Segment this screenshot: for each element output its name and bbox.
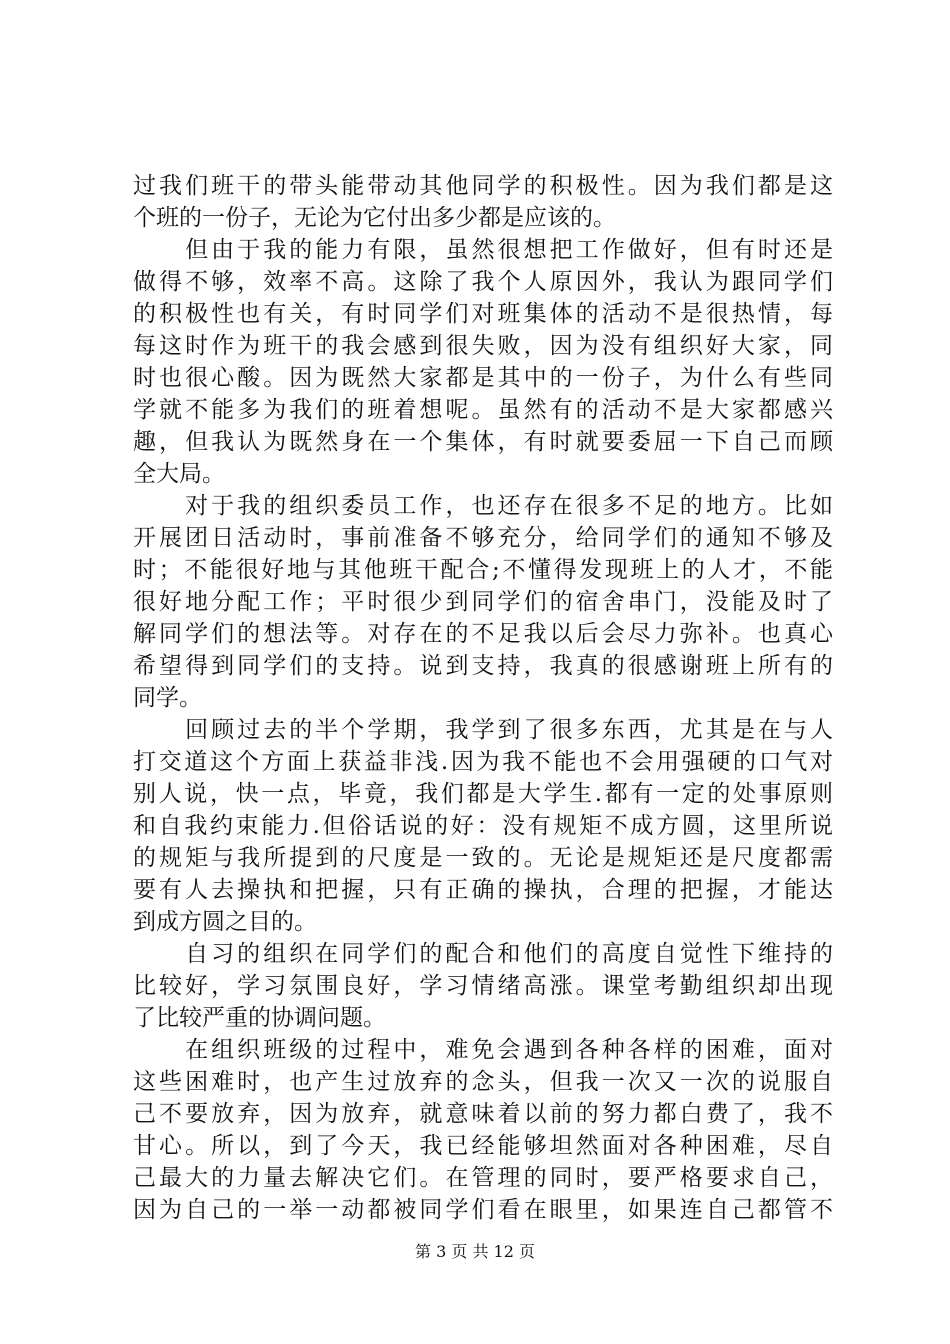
text-line: 因为自己的一举一动都被同学们看在眼里，如果连自己都管不 (133, 1197, 833, 1223)
text-line: 很好地分配工作；平时很少到同学们的宿舍串门，没能及时了 (133, 589, 833, 615)
text-line: 但由于我的能力有限，虽然很想把工作做好，但有时还是 (133, 237, 833, 263)
text-line: 比较好，学习氛围良好，学习情绪高涨。课堂考勤组织却出现 (133, 973, 833, 999)
text-line: 个班的一份子，无论为它付出多少都是应该的。 (133, 205, 616, 231)
text-line: 了比较严重的协调问题。 (133, 1005, 386, 1031)
text-line: 打交道这个方面上获益非浅.因为我不能也不会用强硬的口气对 (133, 749, 833, 775)
text-line: 到成方圆之目的。 (133, 909, 317, 935)
text-line: 己最大的力量去解决它们。在管理的同时，要严格要求自己， (133, 1165, 833, 1191)
text-line: 这些困难时，也产生过放弃的念头，但我一次又一次的说服自 (133, 1069, 833, 1095)
text-line: 希望得到同学们的支持。说到支持，我真的很感谢班上所有的 (133, 653, 833, 679)
text-line: 时；不能很好地与其他班干配合;不懂得发现班上的人才，不能 (133, 557, 833, 583)
text-line: 别人说，快一点，毕竟，我们都是大学生.都有一定的处事原则 (133, 781, 833, 807)
text-line: 开展团日活动时，事前准备不够充分，给同学们的通知不够及 (133, 525, 833, 551)
text-line: 的积极性也有关，有时同学们对班集体的活动不是很热情，每 (133, 301, 833, 327)
page-footer: 第 3 页 共 12 页 (415, 1242, 535, 1261)
text-line: 每这时作为班干的我会感到很失败，因为没有组织好大家，同 (133, 333, 833, 359)
text-line: 过我们班干的带头能带动其他同学的积极性。因为我们都是这 (133, 173, 833, 199)
text-line: 同学。 (133, 685, 202, 711)
text-line: 回顾过去的半个学期，我学到了很多东西，尤其是在与人 (133, 717, 833, 743)
text-line: 学就不能多为我们的班着想呢。虽然有的活动不是大家都感兴 (133, 397, 833, 423)
text-line: 解同学们的想法等。对存在的不足我以后会尽力弥补。也真心 (133, 621, 833, 647)
text-line: 要有人去操执和把握，只有正确的操执，合理的把握，才能达 (133, 877, 833, 903)
text-line: 对于我的组织委员工作，也还存在很多不足的地方。比如 (133, 493, 833, 519)
text-line: 时也很心酸。因为既然大家都是其中的一份子，为什么有些同 (133, 365, 833, 391)
text-line: 和自我约束能力.但俗话说的好：没有规矩不成方圆，这里所说 (133, 813, 833, 839)
text-line: 全大局。 (133, 461, 225, 487)
text-line: 的规矩与我所提到的尺度是一致的。无论是规矩还是尺度都需 (133, 845, 833, 871)
text-line: 甘心。所以，到了今天，我已经能够坦然面对各种困难，尽自 (133, 1133, 833, 1159)
body-text (133, 170, 833, 1226)
text-line: 做得不够，效率不高。这除了我个人原因外，我认为跟同学们 (133, 269, 833, 295)
text-line: 己不要放弃，因为放弃，就意味着以前的努力都白费了，我不 (133, 1101, 833, 1127)
text-line: 在组织班级的过程中，难免会遇到各种各样的困难，面对 (133, 1037, 833, 1063)
text-line: 自习的组织在同学们的配合和他们的高度自觉性下维持的 (133, 941, 833, 967)
text-line: 趣，但我认为既然身在一个集体，有时就要委屈一下自己而顾 (133, 429, 833, 455)
